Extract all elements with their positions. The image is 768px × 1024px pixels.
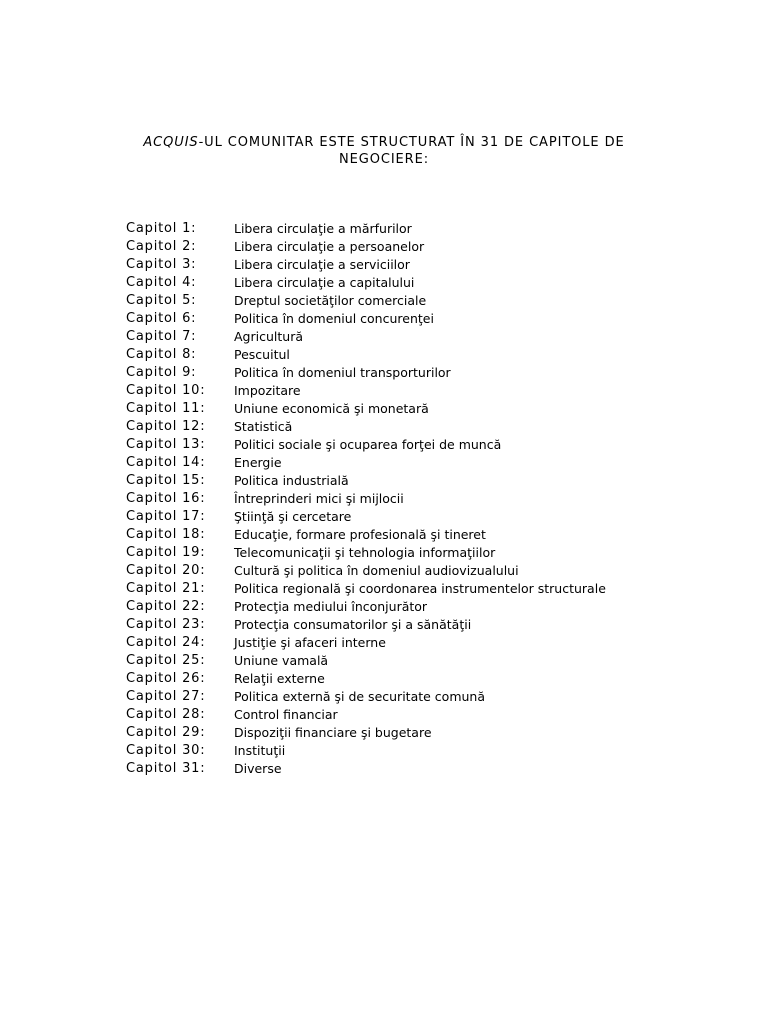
chapter-row: [126, 724, 686, 742]
chapter-row: [126, 292, 686, 310]
chapter-row: [126, 472, 686, 490]
chapter-name: Ştiinţă şi cercetare: [234, 509, 352, 524]
chapter-name: Control financiar: [234, 707, 338, 722]
chapter-label: Capitol 19:: [126, 545, 206, 560]
chapter-row: [126, 400, 686, 418]
chapter-label: Capitol 14:: [126, 455, 206, 470]
chapter-label: Capitol 3:: [126, 257, 197, 272]
chapter-label: Capitol 10:: [126, 383, 206, 398]
chapter-label: Capitol 6:: [126, 311, 197, 326]
chapter-label: Capitol 24:: [126, 635, 206, 650]
chapter-name: Telecomunicaţii şi tehnologia informaţiilor: [234, 545, 496, 560]
chapter-label: Capitol 11:: [126, 401, 206, 416]
chapter-label: Capitol 23:: [126, 617, 206, 632]
title-line-1: [100, 134, 668, 151]
chapter-row: [126, 274, 686, 292]
chapter-name: Statistică: [234, 419, 293, 434]
chapter-name: Politici sociale şi ocuparea forţei de muncă: [234, 437, 502, 452]
chapter-label: Capitol 15:: [126, 473, 206, 488]
chapter-name: Libera circulaţie a mărfurilor: [234, 221, 412, 236]
chapter-row: [126, 598, 686, 616]
chapter-name: Politica regională şi coordonarea instrumentelor structurale: [234, 581, 606, 596]
chapter-label: Capitol 26:: [126, 671, 206, 686]
chapter-row: [126, 742, 686, 760]
chapter-label: Capitol 25:: [126, 653, 206, 668]
chapter-name: Libera circulaţie a capitalului: [234, 275, 415, 290]
chapter-label: Capitol 7:: [126, 329, 197, 344]
chapter-name: Politica în domeniul concurenţei: [234, 311, 434, 326]
chapter-name: Uniune economică şi monetară: [234, 401, 429, 416]
chapter-name: Dreptul societăţilor comerciale: [234, 293, 427, 308]
chapter-label: Capitol 1:: [126, 221, 197, 236]
title-italic-text: ACQUIS: [143, 135, 199, 150]
chapter-name: Energie: [234, 455, 282, 470]
chapter-label: Capitol 4:: [126, 275, 197, 290]
chapter-row: [126, 688, 686, 706]
chapter-name: Impozitare: [234, 383, 301, 398]
document-title: [100, 134, 668, 168]
chapter-name: Politica externă şi de securitate comună: [234, 689, 485, 704]
chapter-label: Capitol 9:: [126, 365, 197, 380]
chapter-name: Pescuitul: [234, 347, 290, 362]
chapter-name: Instituţii: [234, 743, 286, 758]
chapter-list: [126, 220, 686, 778]
chapter-label: Capitol 22:: [126, 599, 206, 614]
chapter-label: Capitol 28:: [126, 707, 206, 722]
chapter-row: [126, 436, 686, 454]
chapter-row: [126, 706, 686, 724]
chapter-name: Protecţia consumatorilor şi a sănătăţii: [234, 617, 472, 632]
chapter-row: [126, 562, 686, 580]
chapter-row: [126, 490, 686, 508]
chapter-name: Libera circulaţie a serviciilor: [234, 257, 410, 272]
chapter-name: Diverse: [234, 761, 282, 776]
chapter-label: Capitol 31:: [126, 761, 206, 776]
chapter-row: [126, 616, 686, 634]
chapter-name: Educaţie, formare profesională şi tineret: [234, 527, 486, 542]
chapter-row: [126, 580, 686, 598]
chapter-row: [126, 310, 686, 328]
chapter-row: [126, 382, 686, 400]
chapter-row: [126, 418, 686, 436]
chapter-name: Politica în domeniul transporturilor: [234, 365, 451, 380]
chapter-name: Cultură şi politica în domeniul audiovizualului: [234, 563, 519, 578]
chapter-label: Capitol 21:: [126, 581, 206, 596]
chapter-row: [126, 544, 686, 562]
chapter-label: Capitol 29:: [126, 725, 206, 740]
chapter-label: Capitol 27:: [126, 689, 206, 704]
chapter-label: Capitol 5:: [126, 293, 197, 308]
chapter-row: [126, 634, 686, 652]
chapter-name: Dispoziţii financiare şi bugetare: [234, 725, 432, 740]
chapter-label: Capitol 8:: [126, 347, 197, 362]
chapter-name: Agricultură: [234, 329, 303, 344]
chapter-row: [126, 454, 686, 472]
chapter-label: Capitol 18:: [126, 527, 206, 542]
chapter-label: Capitol 30:: [126, 743, 206, 758]
chapter-name: Relaţii externe: [234, 671, 325, 686]
chapter-row: [126, 760, 686, 778]
chapter-row: [126, 256, 686, 274]
chapter-label: Capitol 2:: [126, 239, 197, 254]
chapter-row: [126, 238, 686, 256]
chapter-label: Capitol 16:: [126, 491, 206, 506]
chapter-row: [126, 652, 686, 670]
chapter-row: [126, 670, 686, 688]
chapter-name: Politica industrială: [234, 473, 349, 488]
chapter-name: Justiţie şi afaceri interne: [234, 635, 386, 650]
chapter-row: [126, 220, 686, 238]
chapter-label: Capitol 20:: [126, 563, 206, 578]
chapter-label: Capitol 13:: [126, 437, 206, 452]
chapter-row: [126, 364, 686, 382]
chapter-row: [126, 526, 686, 544]
chapter-row: [126, 508, 686, 526]
chapter-label: Capitol 12:: [126, 419, 206, 434]
title-rest-text: -UL COMUNITAR ESTE STRUCTURAT ÎN 31 DE CAPITOLE DE: [198, 135, 625, 150]
chapter-row: [126, 346, 686, 364]
chapter-row: [126, 328, 686, 346]
chapter-name: Uniune vamală: [234, 653, 329, 668]
chapter-name: Întreprinderi mici şi mijlocii: [234, 491, 404, 506]
chapter-label: Capitol 17:: [126, 509, 206, 524]
chapter-name: Protecţia mediului înconjurător: [234, 599, 428, 614]
title-line-2: NEGOCIERE:: [339, 152, 429, 167]
chapter-name: Libera circulaţie a persoanelor: [234, 239, 425, 254]
